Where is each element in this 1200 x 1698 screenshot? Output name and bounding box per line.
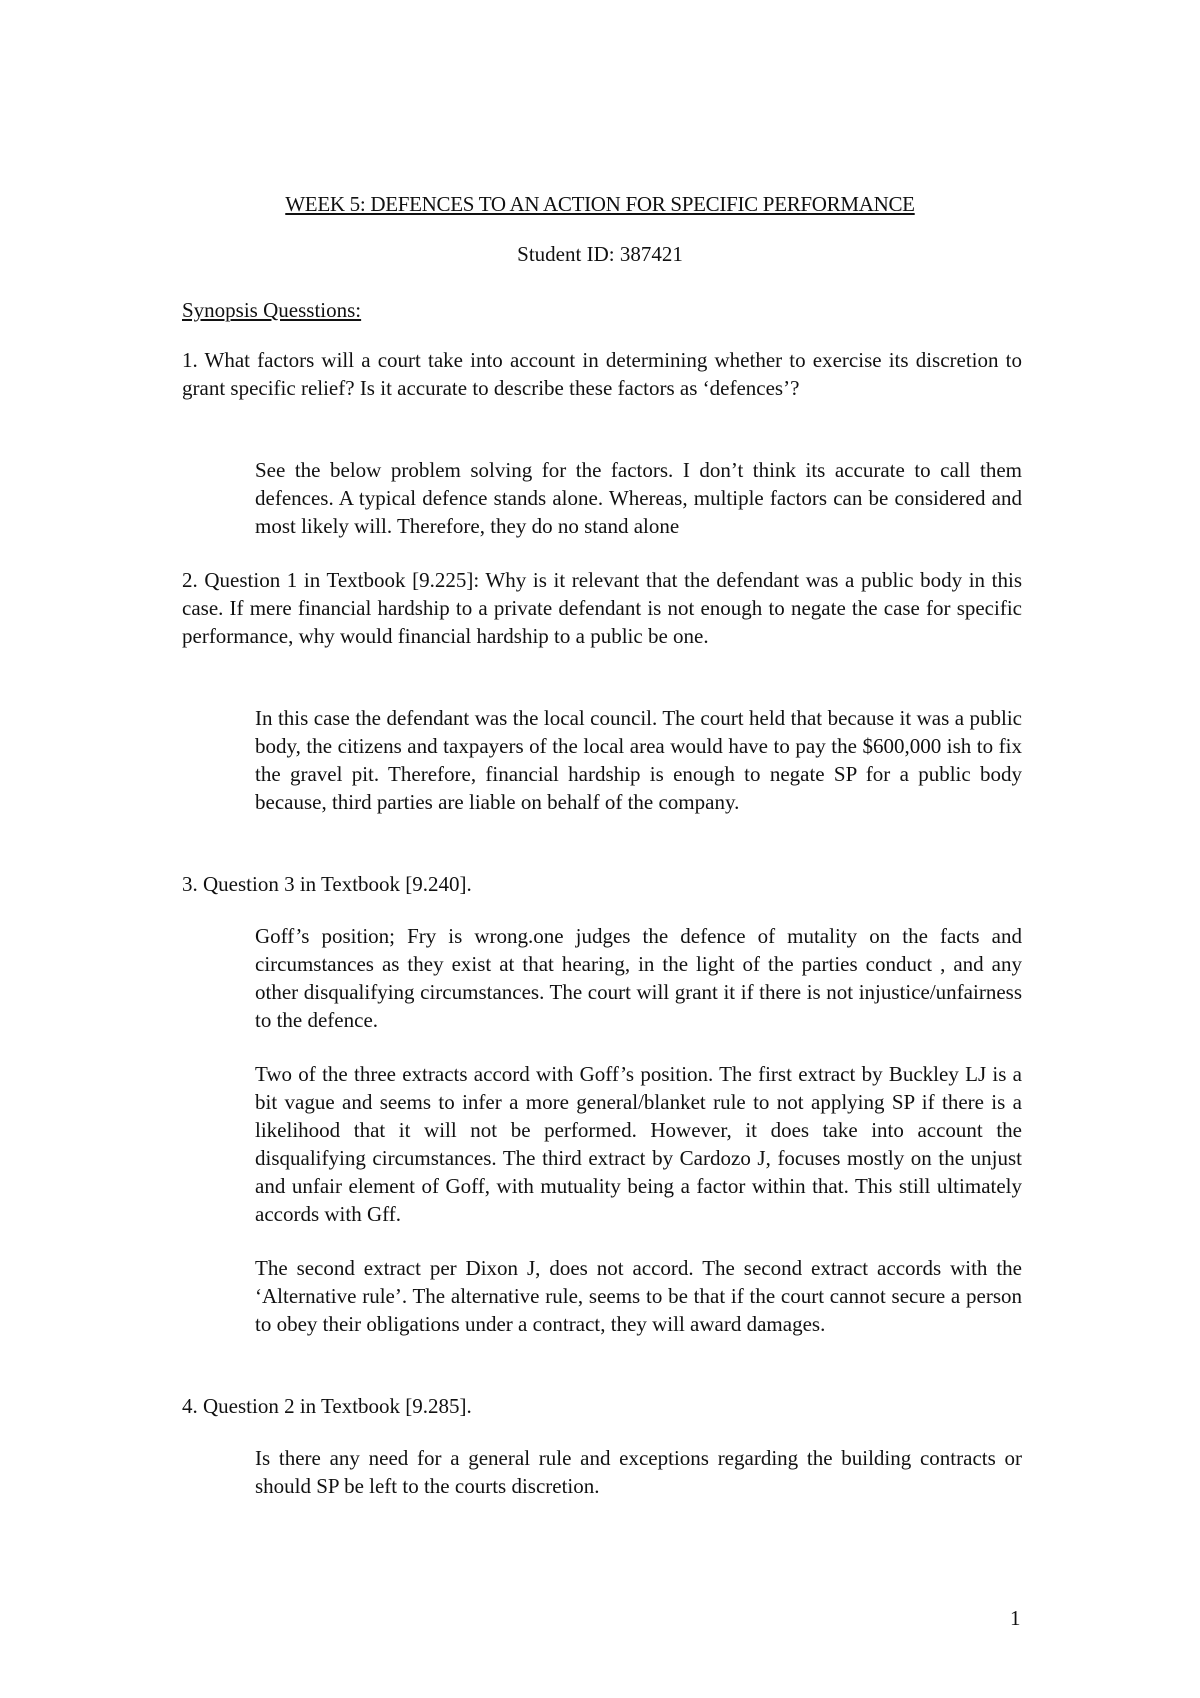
answer-3-paragraph-1: Goff’s position; Fry is wrong.one judges the defence of mutality on the facts and circumstances as they exist at that hearing, in the light of the parties conduct , and any other disqualifying circumstances. The court will grant it if there is not injustice/unfairness to the defence. [255,924,1022,1032]
answer-4: Is there any need for a general rule and exceptions regarding the building contracts or should SP be left to the courts discretion. [255,1446,1022,1498]
answer-3-paragraph-3: The second extract per Dixon J, does not accord. The second extract accords with the ‘Alternative rule’. The alternative rule, seems to be that if the court cannot secure a person to obey their obligations under a contract, they will award damages. [255,1256,1022,1336]
answer-2: In this case the defendant was the local council. The court held that because it was a public body, the citizens and taxpayers of the local area would have to pay the $600,000 ish to fix the gravel pit. Therefore, financial hardship is enough to negate SP for a public body because, third parties are liable on behalf of the company. [255,706,1022,814]
answer-3-paragraph-2: Two of the three extracts accord with Goff’s position. The first extract by Buckley LJ is a bit vague and seems to infer a more general/blanket rule to not applying SP if there is a likelihood that it will not be performed. However, it does take into account the disqualifying circumstances. The third extract by Cardozo J, focuses mostly on the unjust and unfair element of Goff, with mutuality being a factor within that. This still ultimately accords with Gff. [255,1062,1022,1226]
question-1: 1. What factors will a court take into account in determining whether to exercise its discretion to grant specific relief? Is it accurate to describe these factors as ‘defences’? [182,348,1022,400]
question-3: 3. Question 3 in Textbook [9.240]. [182,872,472,896]
document-title: WEEK 5: DEFENCES TO AN ACTION FOR SPECIFIC PERFORMANCE [285,192,915,216]
question-4: 4. Question 2 in Textbook [9.285]. [182,1394,472,1418]
answer-1: See the below problem solving for the factors. I don’t think its accurate to call them defences. A typical defence stands alone. Whereas, multiple factors can be considered and most likely will. Therefore, they do no stand alone [255,458,1022,538]
student-id: Student ID: 387421 [517,242,683,266]
question-2: 2. Question 1 in Textbook [9.225]: Why is it relevant that the defendant was a public body in this case. If mere financial hardship to a private defendant is not enough to negate the case for specific performance, why would financial hardship to a public be one. [182,568,1022,648]
page-number: 1 [1010,1606,1021,1630]
section-heading: Synopsis Quesstions: [182,298,362,322]
